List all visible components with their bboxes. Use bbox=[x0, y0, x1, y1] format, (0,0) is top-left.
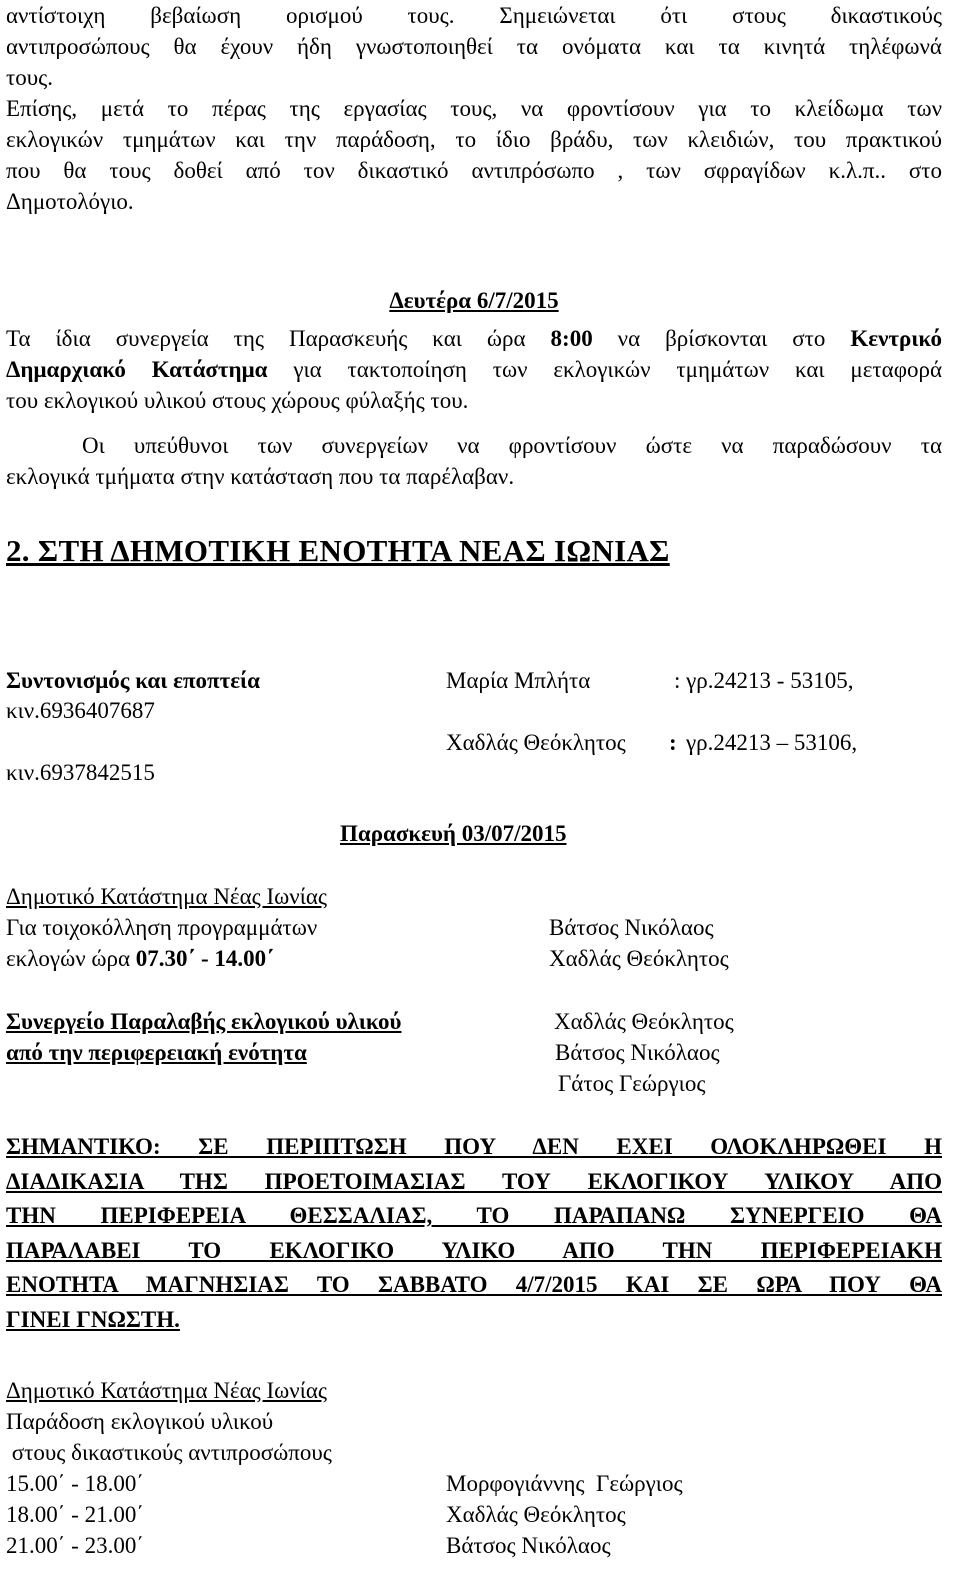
monday-place-a: Κεντρικό bbox=[850, 326, 943, 351]
friday-block-1-title: Δημοτικό Κατάστημα Νέας Ιωνίας bbox=[6, 884, 328, 909]
delivery-title: Δημοτικό Κατάστημα Νέας Ιωνίας bbox=[6, 1378, 328, 1403]
monday-p1-line-3: του εκλογικού υλικού στους χώρους φύλαξής του. bbox=[6, 388, 469, 413]
coordinator-1-name: Μαρία Μπλήτα bbox=[446, 668, 591, 693]
monday-p1-line-1 bbox=[6, 323, 942, 354]
friday-block-1-hour-label: εκλογών ώρα bbox=[6, 946, 131, 971]
friday-block-1-person-2: Χαδλάς Θεόκλητος bbox=[549, 946, 729, 971]
intro-line-2: αντιπροσώπους θα έχουν ήδη γνωστοποιηθεί τα ονόματα και τα κινητά τηλέφωνά bbox=[6, 34, 942, 59]
important-line-3: ΤΗΝ ΠΕΡΙΦΕΡΕΙΑ ΘΕΣΣΑΛΙΑΣ, ΤΟ ΠΑΡΑΠΑΝΩ ΣΥΝΕΡΓΕΙΟ ΘΑ bbox=[6, 1203, 942, 1228]
important-line-5: ΕΝΟΤΗΤΑ ΜΑΓΝΗΣΙΑΣ ΤΟ ΣΑΒΒΑΤΟ 4/7/2015 ΚΑΙ ΣΕ ΩΡΑ ΠΟΥ ΘΑ bbox=[6, 1272, 942, 1297]
friday-block-2-person-2: Βάτσος Νικόλαος bbox=[555, 1040, 720, 1065]
monday-p1-line-2 bbox=[6, 354, 942, 385]
monday-p2-line-1: Οι υπεύθυνοι των συνεργείων να φροντίσουν ώστε να παραδώσουν τα bbox=[82, 433, 942, 458]
intro-paragraph bbox=[6, 0, 942, 217]
coordinator-2-name: Χαδλάς Θεόκλητος bbox=[446, 730, 626, 755]
friday-block-2-title-2: από την περιφερειακή ενότητα bbox=[6, 1040, 307, 1065]
intro-line-1: αντίστοιχη βεβαίωση ορισμού τους. Σημειώνεται ότι στους δικαστικούς bbox=[6, 3, 942, 28]
delivery-row-3-time: 21.00΄ - 23.00΄ bbox=[6, 1533, 144, 1558]
coordinator-1-mobile: κιν.6936407687 bbox=[6, 698, 155, 723]
intro-line-7: Δημοτολόγιο. bbox=[6, 189, 134, 214]
friday-block-1-person-1: Βάτσος Νικόλαος bbox=[549, 915, 714, 940]
coordinator-1-phone: : γρ.24213 - 53105, bbox=[674, 668, 854, 693]
monday-paragraph-1 bbox=[6, 323, 942, 416]
important-notice bbox=[6, 1130, 942, 1337]
intro-line-5: εκλογικών τμημάτων και την παράδοση, το ίδιο βράδυ, των κλειδιών, του πρακτικού bbox=[6, 127, 942, 152]
coordinator-2-colon: : bbox=[669, 730, 677, 755]
monday-p1-text-c: να βρίσκονται στο bbox=[617, 326, 826, 351]
friday-heading: Παρασκευή 03/07/2015 bbox=[340, 821, 567, 846]
monday-heading: Δευτέρα 6/7/2015 bbox=[389, 288, 559, 313]
monday-time: 8:00 bbox=[550, 326, 593, 351]
intro-line-4: Επίσης, μετά το πέρας της εργασίας τους, να φροντίσουν για το κλείδωμα των bbox=[6, 96, 942, 121]
monday-p1-text-b: για τακτοποίηση των εκλογικών τμημάτων και μεταφορά bbox=[293, 357, 943, 382]
monday-p2-line-2: εκλογικά τμήματα στην κατάσταση που τα παρέλαβαν. bbox=[6, 464, 515, 489]
section-2-heading: 2. ΣΤΗ ΔΗΜΟΤΙΚΗ ΕΝΟΤΗΤΑ ΝΕΑΣ ΙΩΝΙΑΣ bbox=[6, 533, 670, 568]
important-line-2: ΔΙΑΔΙΚΑΣΙΑ ΤΗΣ ΠΡΟΕΤΟΙΜΑΣΙΑΣ ΤΟΥ ΕΚΛΟΓΙΚΟΥ ΥΛΙΚΟΥ ΑΠΟ bbox=[6, 1168, 942, 1194]
coordination-label: Συντονισμός και εποπτεία bbox=[6, 668, 261, 693]
delivery-row-2-person: Χαδλάς Θεόκλητος bbox=[446, 1502, 626, 1527]
delivery-row-1-person: Μορφογιάννης Γεώργιος bbox=[446, 1471, 683, 1496]
delivery-row-2-time: 18.00΄ - 21.00΄ bbox=[6, 1502, 144, 1527]
intro-line-6: που θα τους δοθεί από τον δικαστικό αντιπρόσωπο , των σφραγίδων κ.λ.π.. στο bbox=[6, 158, 942, 183]
friday-block-2-title-1: Συνεργείο Παραλαβής εκλογικού υλικού bbox=[6, 1009, 402, 1034]
coordinator-2-mobile: κιν.6937842515 bbox=[6, 760, 155, 785]
delivery-row-3-person: Βάτσος Νικόλαος bbox=[446, 1533, 611, 1558]
intro-line-3: τους. bbox=[6, 65, 53, 90]
monday-paragraph-2 bbox=[6, 430, 942, 492]
delivery-line-1: Παράδοση εκλογικού υλικού bbox=[6, 1409, 274, 1434]
friday-block-1-line-1: Για τοιχοκόλληση προγραμμάτων bbox=[6, 915, 318, 940]
friday-block-2-person-1: Χαδλάς Θεόκλητος bbox=[554, 1009, 734, 1034]
coordinator-2-phone: γρ.24213 – 53106, bbox=[686, 730, 858, 755]
delivery-line-2: στους δικαστικούς αντιπροσώπους bbox=[6, 1440, 332, 1465]
friday-block-1-hours: 07.30΄ - 14.00΄ bbox=[135, 946, 274, 971]
important-line-4: ΠΑΡΑΛΑΒΕΙ ΤΟ ΕΚΛΟΓΙΚΟ ΥΛΙΚΟ ΑΠΟ ΤΗΝ ΠΕΡΙΦΕΡΕΙΑΚΗ bbox=[6, 1237, 942, 1263]
monday-p1-text-a: Τα ίδια συνεργεία της Παρασκευής και ώρα bbox=[6, 326, 526, 351]
monday-place-b: Δημαρχιακό Κατάστημα bbox=[6, 357, 268, 382]
friday-block-2-person-3: Γάτος Γεώργιος bbox=[558, 1071, 706, 1096]
delivery-row-1-time: 15.00΄ - 18.00΄ bbox=[6, 1471, 144, 1496]
important-line-1: ΣΗΜΑΝΤΙΚΟ: ΣΕ ΠΕΡΙΠΤΩΣΗ ΠΟΥ ΔΕΝ ΕΧΕΙ ΟΛΟΚΛΗΡΩΘΕΙ Η bbox=[6, 1134, 942, 1159]
friday-block-1-line-2 bbox=[6, 943, 274, 974]
important-line-6: ΓΙΝΕΙ ΓΝΩΣΤΗ. bbox=[6, 1306, 180, 1332]
